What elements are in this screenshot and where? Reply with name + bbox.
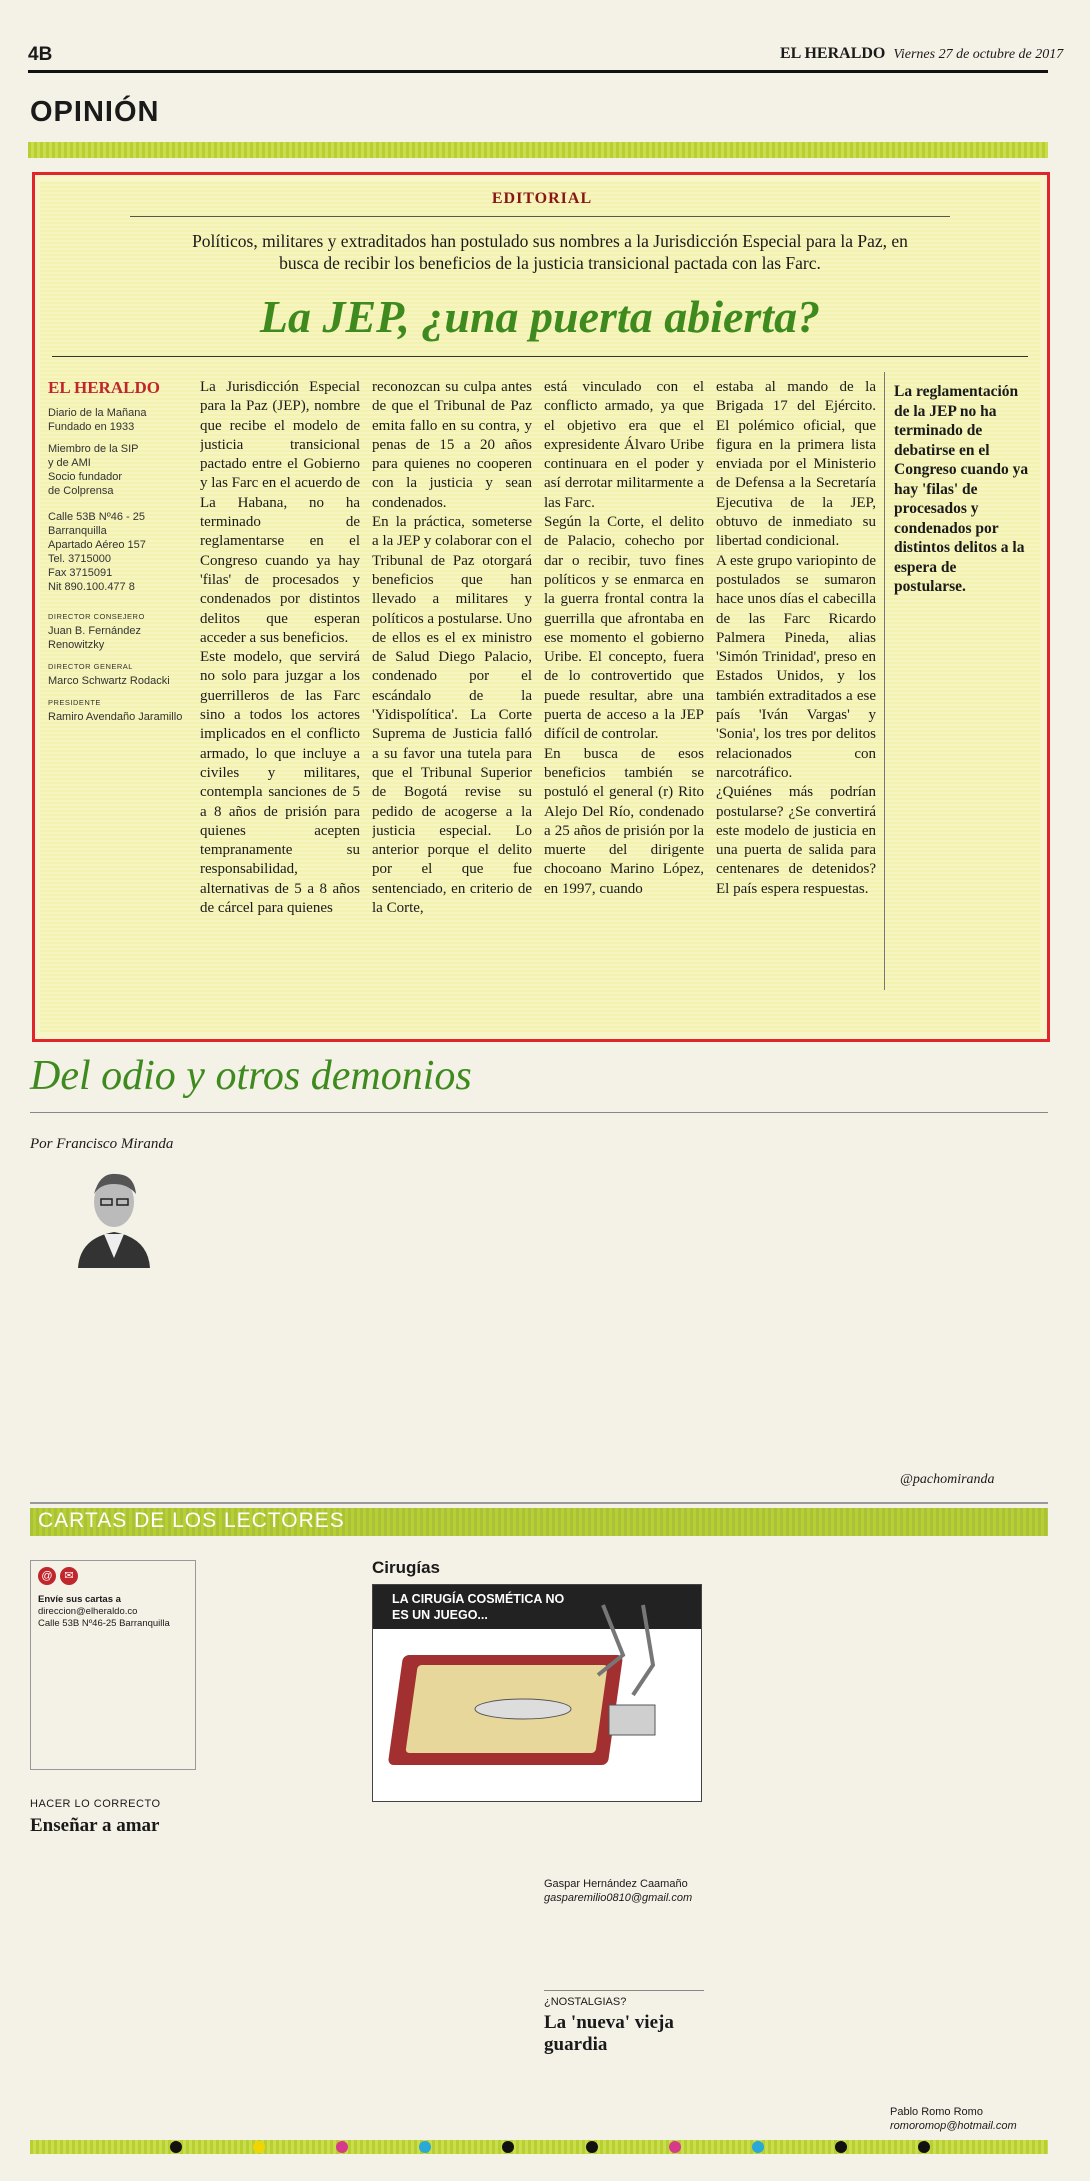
odio-handle: @pachomiranda bbox=[900, 1472, 995, 1487]
registration-dot bbox=[752, 2141, 764, 2153]
masthead-info bbox=[48, 406, 198, 724]
masthead-line: Barranquilla bbox=[48, 525, 107, 537]
editorial-label: EDITORIAL bbox=[491, 190, 593, 207]
masthead-line: de Colprensa bbox=[48, 485, 114, 497]
paper-dateline bbox=[780, 45, 1063, 63]
contact-title: Envíe sus cartas a bbox=[38, 1594, 121, 1605]
letter2-kicker: ¿NOSTALGIAS? bbox=[544, 1996, 627, 2008]
registration-dot bbox=[586, 2141, 598, 2153]
section-title: OPINIÓN bbox=[30, 96, 160, 128]
signature1-name: Gaspar Hernández Caamaño bbox=[544, 1878, 688, 1890]
staff-name: Juan B. Fernández Renowitzky bbox=[48, 625, 141, 651]
editorial-label-wrap bbox=[52, 190, 1032, 208]
letter1-kicker: HACER LO CORRECTO bbox=[30, 1798, 161, 1810]
staff-name: Ramiro Avendaño Jaramillo bbox=[48, 711, 183, 723]
masthead-line: Nit 890.100.477 8 bbox=[48, 581, 135, 593]
masthead-line: Calle 53B Nº46 - 25 bbox=[48, 511, 145, 523]
masthead-line: Socio fundador bbox=[48, 471, 122, 483]
at-icon: @ bbox=[38, 1567, 56, 1585]
registration-dot bbox=[253, 2141, 265, 2153]
registration-dot bbox=[918, 2141, 930, 2153]
registration-marks bbox=[170, 2141, 930, 2153]
editorial-subtitle: Políticos, militares y extraditados han postulado sus nombres a la Jurisdicción Especial para la Paz, en busca de recibir los beneficios de la justicia transicional pactada con las Farc. bbox=[192, 231, 908, 273]
section-bar bbox=[28, 142, 1048, 158]
masthead-line: Fundado en 1933 bbox=[48, 421, 135, 433]
staff-role: PRESIDENTE bbox=[48, 698, 101, 707]
editorial-column-1: La Jurisdicción Especial para la Paz (JEP), nombre que recibe el modelo de justicia transicional pactado entre el Gobierno y las Farc en el acuerdo de La Habana, no ha terminado de reglamentarse en el Congreso cuando ya hay 'filas' de procesados y condenados por distintos delitos que esperan acceder a sus beneficios. Este modelo, que servirá no solo para juzgar a los guerrilleros de las Farc sino a todos los actores implicados en el conflicto armado, lo que incluye a civiles y militares, contempla sanciones de 5 a 8 años de prisión para quienes acepten tempranamente su responsabilidad, alternativas de 5 a 8 años de cárcel para quienes bbox=[200, 379, 360, 917]
registration-dot bbox=[502, 2141, 514, 2153]
cartoon-caption: LA CIRUGÍA COSMÉTICA NO ES UN JUEGO... bbox=[392, 1592, 565, 1622]
masthead-line: Apartado Aéreo 157 bbox=[48, 539, 146, 551]
contact-details bbox=[38, 1594, 188, 1630]
pullquote-rule bbox=[884, 372, 885, 990]
issue-date: Viernes 27 de octubre de 2017 bbox=[893, 47, 1064, 62]
header-rule bbox=[28, 70, 1048, 73]
editorial-title-rule bbox=[52, 356, 1028, 357]
letter2-rule bbox=[544, 1990, 704, 1991]
editorial-pullquote: La reglamentación de la JEP no ha terminado de debatirse en el Congreso cuando ya hay 'filas' de procesados y condenados por distintos delitos a la espera de postularse. bbox=[894, 383, 1029, 595]
contact-address: Calle 53B Nº46-25 Barranquilla bbox=[38, 1618, 170, 1629]
masthead-line: y de AMI bbox=[48, 457, 91, 469]
registration-dot bbox=[669, 2141, 681, 2153]
letter2-title: La 'nueva' vieja guardia bbox=[544, 2012, 674, 2055]
author-photo bbox=[70, 1158, 158, 1268]
editorial-label-rule bbox=[130, 216, 950, 217]
paper-name: EL HERALDO bbox=[780, 45, 886, 62]
cartas-section-title: CARTAS DE LOS LECTORES bbox=[38, 1509, 345, 1532]
signature2-name: Pablo Romo Romo bbox=[890, 2106, 983, 2118]
editorial-column-2: reconozcan su culpa antes de que el Tribunal de Paz emita fallo en su contra, y penas de 15 a 20 años para quienes no cooperen con la justicia y sean condenados. En la práctica, someterse a la JEP y colaborar con el Tribunal de Paz otorgará beneficios que han llevado a militares y políticos a postularse. Uno de ellos es el ex ministro de Salud Diego Palacio, condenado por el escándalo de la 'Yidispolítica'. La Corte Suprema de Justicia falló a su favor una tutela para que el Tribunal Superior de Bogotá revise su pedido de acogerse a la justicia especial. Lo anterior porque el delito por el que fue sentenciado, en criterio de la Corte, bbox=[372, 379, 532, 917]
editorial-column-3: está vinculado con el conflicto armado, ya que el objetivo era que el expresidente Álvaro Uribe continuara en el poder y así derrotar militarmente a las Farc. Según la Corte, el delito de Palacio, cohecho por dar o recibir, tuvo fines políticos y se enmarca en la guerra frontal contra la guerrilla que afrontaba en ese momento el gobierno Uribe. El concepto, fuera de lo controvertido que puede resultar, abre una puerta de acceso a la JEP difícil de controlar. En busca de esos beneficios también se postuló el general (r) Rito Alejo Del Río, condenado a 25 años de prisión por la muerte del dirigente chocoano Marino López, en 1997, cuando bbox=[544, 379, 704, 897]
cartas-rule bbox=[30, 1502, 1048, 1504]
signature2-email[interactable]: romoromop@hotmail.com bbox=[890, 2120, 1017, 2132]
contact-box bbox=[30, 1560, 196, 1770]
page-number: 4B bbox=[28, 44, 53, 65]
registration-dot bbox=[835, 2141, 847, 2153]
contact-email[interactable]: direccion@elheraldo.co bbox=[38, 1606, 138, 1617]
masthead-line: Fax 3715091 bbox=[48, 567, 113, 579]
masthead-line: Diario de la Mañana bbox=[48, 407, 147, 419]
editorial-masthead bbox=[48, 378, 198, 724]
masthead-line: Miembro de la SIP bbox=[48, 443, 139, 455]
contact-icons bbox=[38, 1566, 78, 1585]
editorial-column-4: estaba al mando de la Brigada 17 del Ejército. El polémico oficial, que figura en la primera lista enviada por el Ministerio de Defensa a la Secretaría Ejecutiva de la JEP, obtuvo de inmediato su libertad condicional. A este grupo variopinto de postulados se sumaron hace unos días el cabecilla de las Farc Ricardo Palmera Pineda, alias 'Simón Trinidad', preso en Estados Unidos, y los también extraditados a ese país 'Iván Vargas' y 'Sonia', los tres por delitos relacionados con narcotráfico. ¿Quiénes más podrían postularse? ¿Se convertirá este modelo de justicia en una puerta de salida para centenares de detenidos? El país espera respuestas. bbox=[716, 379, 876, 897]
registration-dot bbox=[419, 2141, 431, 2153]
odio-byline: Por Francisco Miranda bbox=[30, 1136, 174, 1152]
editorial-title: La JEP, ¿una puerta abierta? bbox=[259, 291, 821, 342]
signature1-email[interactable]: gasparemilio0810@gmail.com bbox=[544, 1892, 693, 1904]
staff-role: DIRECTOR GENERAL bbox=[48, 662, 133, 671]
letter1-title: Enseñar a amar bbox=[30, 1815, 160, 1836]
masthead-line: Tel. 3715000 bbox=[48, 553, 111, 565]
staff-role: DIRECTOR CONSEJERO bbox=[48, 612, 145, 621]
envelope-icon: ✉ bbox=[60, 1567, 78, 1585]
odio-title: Del odio y otros demonios bbox=[30, 1053, 472, 1099]
registration-dot bbox=[170, 2141, 182, 2153]
odio-rule bbox=[30, 1112, 1048, 1113]
staff-name: Marco Schwartz Rodacki bbox=[48, 675, 170, 687]
masthead-name: EL HERALDO bbox=[48, 378, 160, 397]
registration-dot bbox=[336, 2141, 348, 2153]
cartoon-title: Cirugías bbox=[372, 1558, 441, 1577]
